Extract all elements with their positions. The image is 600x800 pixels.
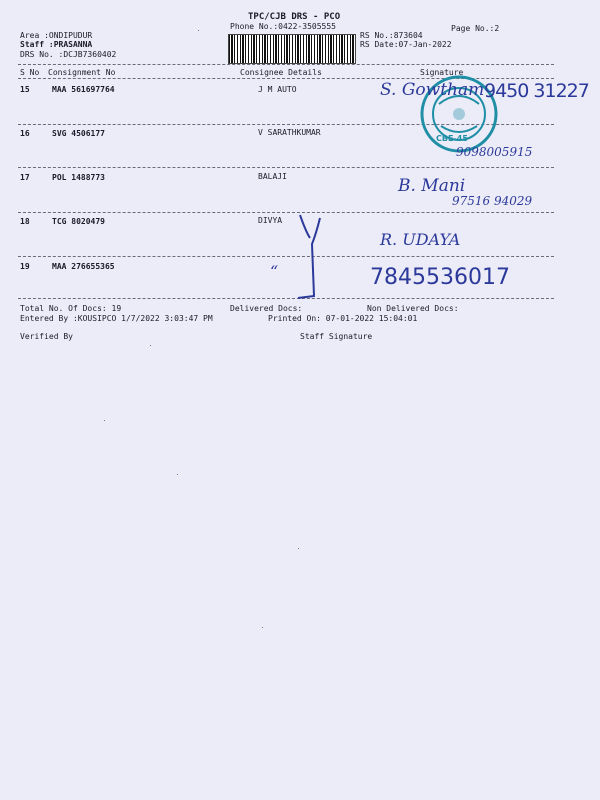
row15-phone: 9450 31227 [484, 80, 589, 102]
row-consignee: V SARATHKUMAR [258, 128, 321, 137]
row15-signature: S. Gowtham [380, 80, 485, 100]
row-sno: 16 [20, 129, 30, 138]
table-bottom-rule [18, 298, 554, 299]
stamp-code: CBE-45 [436, 134, 468, 143]
row-consignment: MAA 276655365 [52, 262, 115, 271]
scan-speck [262, 627, 263, 628]
staff-label: Staff :PRASANNA [20, 40, 93, 49]
scan-speck [198, 30, 199, 31]
row-sno: 19 [20, 262, 30, 271]
total-docs: Total No. Of Docs: 19 [20, 304, 122, 313]
row-consignee: J M AUTO [258, 85, 297, 94]
page-number: Page No.:2 [451, 24, 500, 33]
drs-number: DRS No. :DCJB7360402 [20, 50, 117, 59]
rs-number: RS No.:873604 [360, 31, 423, 40]
col-signature: Signature [420, 68, 464, 77]
staff-signature: Staff Signature [300, 332, 373, 341]
row-consignment: POL 1488773 [52, 173, 105, 182]
row16-phone: 9098005915 [456, 145, 533, 159]
row-consignee: BALAJI [258, 172, 287, 181]
row-rule [18, 167, 554, 168]
row18-signature: R. UDAYA [380, 230, 461, 249]
ditto-mark: “ [270, 262, 279, 281]
row-consignment: TCG 8020479 [52, 217, 105, 226]
header-top-rule [18, 64, 554, 65]
handwritten-bracket [292, 210, 332, 300]
row-rule [18, 212, 554, 213]
row-rule [18, 256, 554, 257]
delivered-docs: Delivered Docs: [230, 304, 303, 313]
barcode [228, 34, 356, 64]
row-sno: 17 [20, 173, 30, 182]
scan-speck [104, 420, 105, 421]
row17-phone: 97516 94029 [452, 194, 533, 208]
col-consignment: Consignment No [48, 68, 116, 77]
col-sno: S No [20, 68, 40, 77]
entered-by: Entered By :KOUSIPCO 1/7/2022 3:03:47 PM [20, 314, 213, 323]
area-label: Area :ONDIPUDUR [20, 31, 93, 40]
printed-on: Printed On: 07-01-2022 15:04:01 [268, 314, 418, 323]
row19-phone: 7845536017 [370, 265, 510, 290]
row-consignment: MAA 561697764 [52, 85, 115, 94]
scan-speck [150, 345, 151, 346]
col-consignee: Consignee Details [240, 68, 322, 77]
document-title: TPC/CJB DRS - PCO [248, 12, 341, 22]
non-delivered-docs: Non Delivered Docs: [367, 304, 459, 313]
rs-date: RS Date:07-Jan-2022 [360, 40, 452, 49]
phone-number: Phone No.:0422-3505555 [230, 22, 336, 31]
scan-speck [298, 548, 299, 549]
row-consignment: SVG 4506177 [52, 129, 105, 138]
scan-speck [177, 474, 178, 475]
row-consignee: DIVYA [258, 216, 283, 225]
row17-signature: B. Mani [398, 176, 466, 196]
verified-by: Verified By [20, 332, 73, 341]
row-sno: 18 [20, 217, 30, 226]
row-sno: 15 [20, 85, 30, 94]
